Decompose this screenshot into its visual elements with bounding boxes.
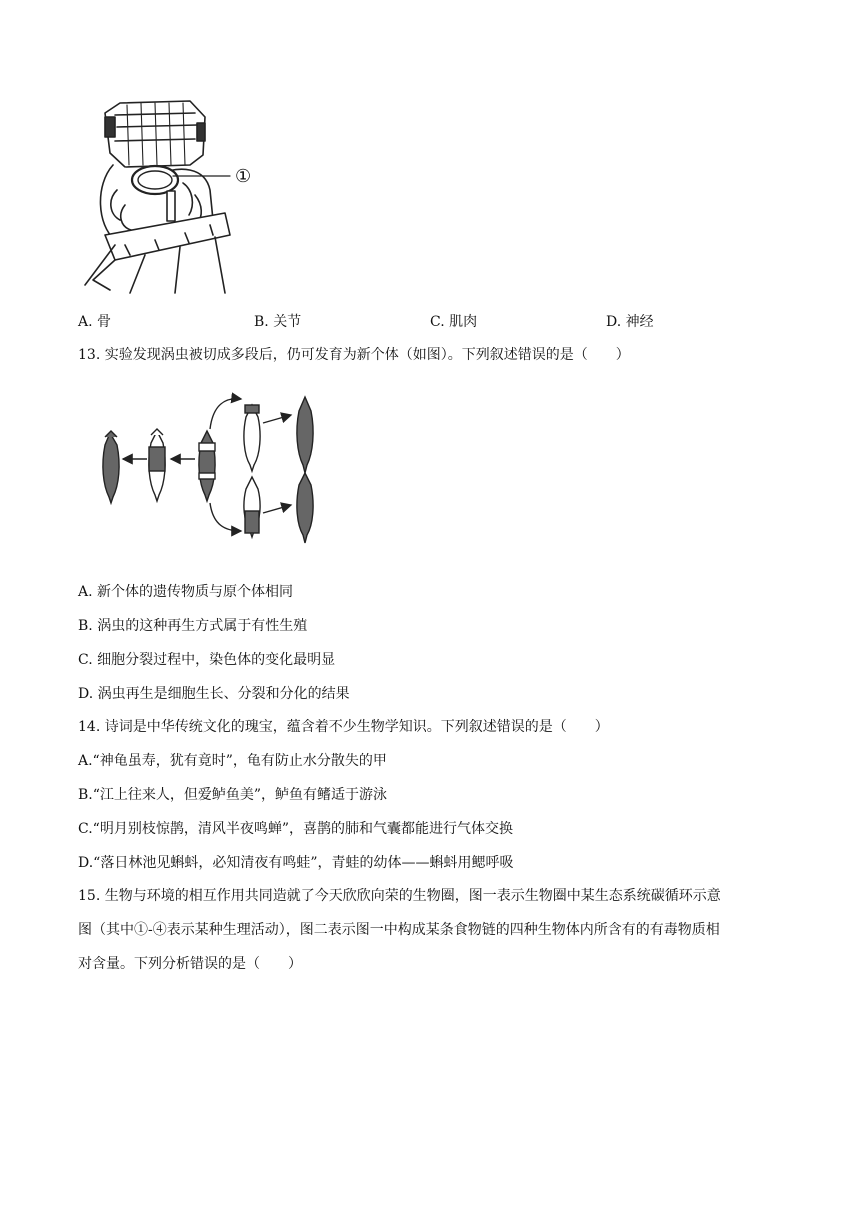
planarian-top-regen	[244, 405, 260, 471]
q12-option-b[interactable]: B. 关节	[254, 314, 302, 330]
planarian-whole-left	[103, 433, 119, 503]
q13-stem: 13. 实验发现涡虫被切成多段后，仍可发育为新个体（如图）。下列叙述错误的是（ ）	[78, 347, 630, 363]
q14-option-a[interactable]: A.“神龟虽寿，犹有竟时”，龟有防止水分散失的甲	[78, 753, 387, 769]
q13-option-a[interactable]: A. 新个体的遗传物质与原个体相同	[78, 584, 294, 600]
q15-stem-line-1: 15. 生物与环境的相互作用共同造就了今天欣欣向荣的生物圈，图一表示生物圈中某生态系统碳循环示意	[78, 888, 721, 904]
figure-label: ①	[235, 166, 252, 187]
q13-option-b[interactable]: B. 涡虫的这种再生方式属于有性生殖	[78, 618, 308, 634]
planarian-regeneration-figure	[95, 385, 335, 555]
planarian-bottom-new	[297, 473, 313, 543]
q12-option-a[interactable]: A. 骨	[78, 314, 112, 330]
joint-model-figure	[85, 95, 285, 295]
q12-option-d[interactable]: D. 神经	[606, 314, 654, 330]
q15-stem-line-2: 图（其中①-④表示某种生理活动），图二表示图一中构成某条食物链的四种生物体内所含有的有毒物质相	[78, 922, 720, 938]
q14-option-d[interactable]: D.“落日林池见蝌蚪，必知清夜有鸣蛙”，青蛙的幼体——蝌蚪用鳃呼吸	[78, 855, 514, 871]
q14-option-b[interactable]: B.“江上往来人，但爱鲈鱼美”，鲈鱼有鳍适于游泳	[78, 787, 388, 803]
q13-option-c[interactable]: C. 细胞分裂过程中，染色体的变化最明显	[78, 652, 336, 668]
planarian-top-new	[297, 397, 313, 473]
q14-option-c[interactable]: C.“明月别枝惊鹊，清风半夜鸣蝉”，喜鹊的肺和气囊都能进行气体交换	[78, 821, 513, 837]
q15-stem-line-3: 对含量。下列分析错误的是（ ）	[78, 956, 302, 972]
q14-stem: 14. 诗词是中华传统文化的瑰宝，蕴含着不少生物学知识。下列叙述错误的是（ ）	[78, 719, 609, 735]
q13-option-d[interactable]: D. 涡虫再生是细胞生长、分裂和分化的结果	[78, 686, 350, 702]
q12-option-c[interactable]: C. 肌肉	[430, 314, 478, 330]
planarian-original	[199, 431, 215, 501]
